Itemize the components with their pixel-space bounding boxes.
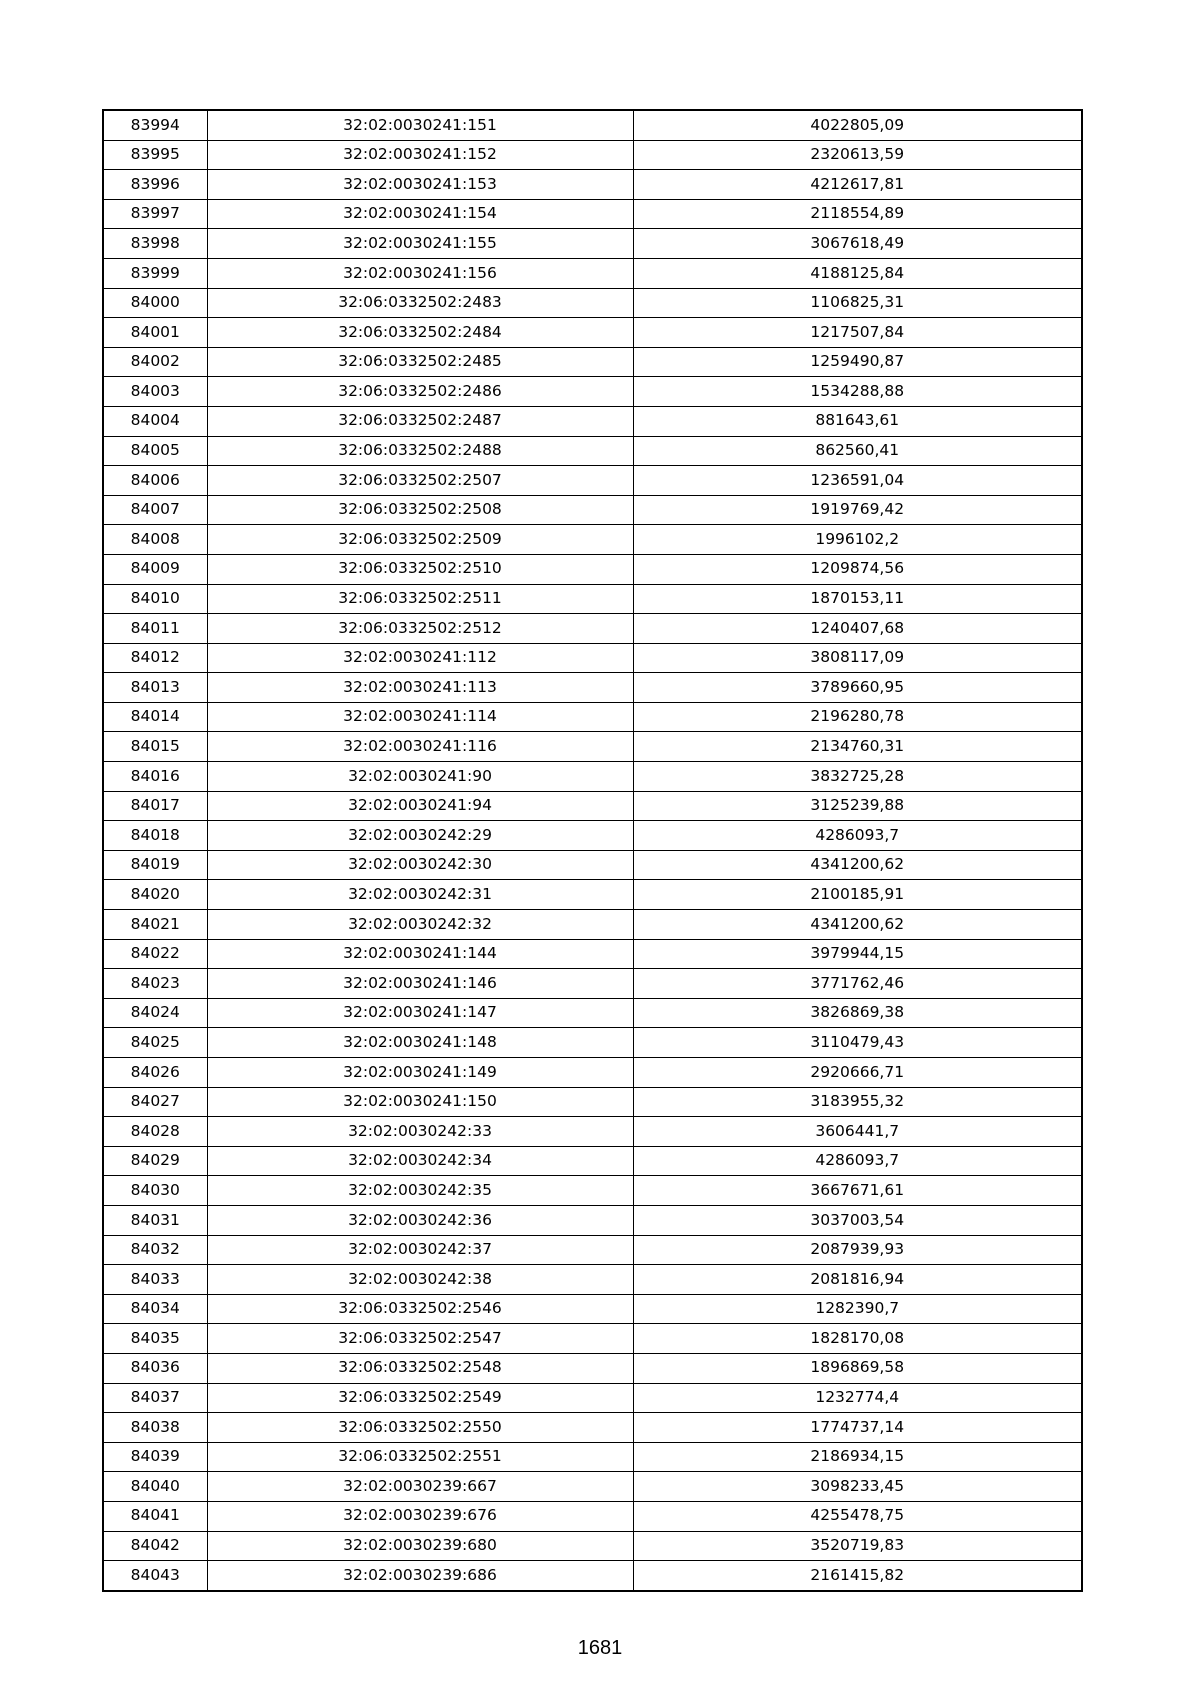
value-cell: 3098233,45 xyxy=(633,1472,1082,1502)
cadastral-number-cell: 32:02:0030241:147 xyxy=(207,998,633,1028)
row-number-cell: 84020 xyxy=(103,880,207,910)
row-number-cell: 83997 xyxy=(103,199,207,229)
cadastral-number-cell: 32:06:0332502:2511 xyxy=(207,584,633,614)
table-row xyxy=(103,1146,1082,1176)
row-number-cell: 84043 xyxy=(103,1561,207,1591)
table-row xyxy=(103,1176,1082,1206)
table-row xyxy=(103,229,1082,259)
row-number-cell: 83999 xyxy=(103,258,207,288)
value-cell: 4341200,62 xyxy=(633,850,1082,880)
cadastral-number-cell: 32:02:0030241:114 xyxy=(207,702,633,732)
table-row xyxy=(103,1205,1082,1235)
table-row xyxy=(103,850,1082,880)
table-row xyxy=(103,880,1082,910)
row-number-cell: 84035 xyxy=(103,1324,207,1354)
value-cell: 2161415,82 xyxy=(633,1561,1082,1591)
row-number-cell: 84005 xyxy=(103,436,207,466)
value-cell: 2920666,71 xyxy=(633,1058,1082,1088)
value-cell: 1259490,87 xyxy=(633,347,1082,377)
value-cell: 1919769,42 xyxy=(633,495,1082,525)
row-number-cell: 84031 xyxy=(103,1205,207,1235)
cadastral-number-cell: 32:02:0030239:686 xyxy=(207,1561,633,1591)
value-cell: 1106825,31 xyxy=(633,288,1082,318)
cadastral-number-cell: 32:06:0332502:2484 xyxy=(207,318,633,348)
cadastral-number-cell: 32:02:0030242:35 xyxy=(207,1176,633,1206)
cadastral-number-cell: 32:02:0030241:116 xyxy=(207,732,633,762)
value-cell: 1870153,11 xyxy=(633,584,1082,614)
value-cell: 3037003,54 xyxy=(633,1205,1082,1235)
table-row xyxy=(103,643,1082,673)
cadastral-number-cell: 32:02:0030242:30 xyxy=(207,850,633,880)
cadastral-number-cell: 32:06:0332502:2483 xyxy=(207,288,633,318)
cadastral-number-cell: 32:02:0030241:151 xyxy=(207,110,633,140)
cadastral-number-cell: 32:02:0030241:154 xyxy=(207,199,633,229)
value-cell: 3067618,49 xyxy=(633,229,1082,259)
cadastral-number-cell: 32:06:0332502:2512 xyxy=(207,614,633,644)
cadastral-number-cell: 32:06:0332502:2549 xyxy=(207,1383,633,1413)
table-row xyxy=(103,998,1082,1028)
value-cell: 1240407,68 xyxy=(633,614,1082,644)
table-row xyxy=(103,821,1082,851)
row-number-cell: 84021 xyxy=(103,910,207,940)
cadastral-number-cell: 32:02:0030242:38 xyxy=(207,1265,633,1295)
table-row xyxy=(103,258,1082,288)
row-number-cell: 84014 xyxy=(103,702,207,732)
row-number-cell: 84026 xyxy=(103,1058,207,1088)
value-cell: 3771762,46 xyxy=(633,969,1082,999)
table-row xyxy=(103,347,1082,377)
row-number-cell: 84003 xyxy=(103,377,207,407)
cadastral-number-cell: 32:02:0030242:34 xyxy=(207,1146,633,1176)
table-row xyxy=(103,673,1082,703)
table-row xyxy=(103,1117,1082,1147)
table-row xyxy=(103,110,1082,140)
registry-table-container xyxy=(102,109,1081,1592)
cadastral-number-cell: 32:06:0332502:2510 xyxy=(207,554,633,584)
cadastral-number-cell: 32:02:0030241:113 xyxy=(207,673,633,703)
value-cell: 3110479,43 xyxy=(633,1028,1082,1058)
value-cell: 2186934,15 xyxy=(633,1442,1082,1472)
row-number-cell: 84009 xyxy=(103,554,207,584)
table-row xyxy=(103,525,1082,555)
cadastral-number-cell: 32:02:0030241:94 xyxy=(207,791,633,821)
cadastral-number-cell: 32:02:0030242:37 xyxy=(207,1235,633,1265)
row-number-cell: 84036 xyxy=(103,1353,207,1383)
cadastral-number-cell: 32:06:0332502:2509 xyxy=(207,525,633,555)
table-row xyxy=(103,762,1082,792)
row-number-cell: 84032 xyxy=(103,1235,207,1265)
row-number-cell: 84013 xyxy=(103,673,207,703)
row-number-cell: 84024 xyxy=(103,998,207,1028)
registry-table xyxy=(102,109,1083,1592)
row-number-cell: 84027 xyxy=(103,1087,207,1117)
row-number-cell: 84012 xyxy=(103,643,207,673)
cadastral-number-cell: 32:02:0030241:149 xyxy=(207,1058,633,1088)
table-row xyxy=(103,1028,1082,1058)
row-number-cell: 84016 xyxy=(103,762,207,792)
table-row xyxy=(103,702,1082,732)
row-number-cell: 84040 xyxy=(103,1472,207,1502)
cadastral-number-cell: 32:02:0030241:112 xyxy=(207,643,633,673)
page-number: 1681 xyxy=(577,1637,623,1659)
table-row xyxy=(103,791,1082,821)
table-row xyxy=(103,466,1082,496)
cadastral-number-cell: 32:02:0030242:29 xyxy=(207,821,633,851)
row-number-cell: 84004 xyxy=(103,406,207,436)
cadastral-number-cell: 32:06:0332502:2547 xyxy=(207,1324,633,1354)
table-row xyxy=(103,1561,1082,1591)
row-number-cell: 84030 xyxy=(103,1176,207,1206)
row-number-cell: 84010 xyxy=(103,584,207,614)
cadastral-number-cell: 32:06:0332502:2486 xyxy=(207,377,633,407)
table-row xyxy=(103,318,1082,348)
cadastral-number-cell: 32:06:0332502:2551 xyxy=(207,1442,633,1472)
registry-table-body xyxy=(103,110,1082,1591)
value-cell: 3183955,32 xyxy=(633,1087,1082,1117)
cadastral-number-cell: 32:06:0332502:2487 xyxy=(207,406,633,436)
table-row xyxy=(103,199,1082,229)
row-number-cell: 84001 xyxy=(103,318,207,348)
cadastral-number-cell: 32:02:0030239:676 xyxy=(207,1501,633,1531)
cadastral-number-cell: 32:02:0030242:36 xyxy=(207,1205,633,1235)
cadastral-number-cell: 32:02:0030242:31 xyxy=(207,880,633,910)
value-cell: 2081816,94 xyxy=(633,1265,1082,1295)
value-cell: 1282390,7 xyxy=(633,1294,1082,1324)
value-cell: 1209874,56 xyxy=(633,554,1082,584)
cadastral-number-cell: 32:06:0332502:2507 xyxy=(207,466,633,496)
table-row xyxy=(103,1294,1082,1324)
row-number-cell: 84022 xyxy=(103,939,207,969)
table-row xyxy=(103,1235,1082,1265)
table-row xyxy=(103,377,1082,407)
value-cell: 4286093,7 xyxy=(633,821,1082,851)
value-cell: 3979944,15 xyxy=(633,939,1082,969)
table-row xyxy=(103,1531,1082,1561)
value-cell: 2118554,89 xyxy=(633,199,1082,229)
cadastral-number-cell: 32:06:0332502:2550 xyxy=(207,1413,633,1443)
cadastral-number-cell: 32:02:0030241:156 xyxy=(207,258,633,288)
value-cell: 1232774,4 xyxy=(633,1383,1082,1413)
row-number-cell: 83994 xyxy=(103,110,207,140)
table-row xyxy=(103,1472,1082,1502)
value-cell: 4255478,75 xyxy=(633,1501,1082,1531)
row-number-cell: 84037 xyxy=(103,1383,207,1413)
row-number-cell: 84007 xyxy=(103,495,207,525)
table-row xyxy=(103,436,1082,466)
value-cell: 1896869,58 xyxy=(633,1353,1082,1383)
value-cell: 1236591,04 xyxy=(633,466,1082,496)
cadastral-number-cell: 32:06:0332502:2485 xyxy=(207,347,633,377)
cadastral-number-cell: 32:02:0030241:155 xyxy=(207,229,633,259)
row-number-cell: 84011 xyxy=(103,614,207,644)
table-row xyxy=(103,140,1082,170)
value-cell: 1774737,14 xyxy=(633,1413,1082,1443)
row-number-cell: 84017 xyxy=(103,791,207,821)
table-row xyxy=(103,1058,1082,1088)
value-cell: 3789660,95 xyxy=(633,673,1082,703)
table-row xyxy=(103,554,1082,584)
row-number-cell: 83995 xyxy=(103,140,207,170)
value-cell: 2320613,59 xyxy=(633,140,1082,170)
table-row xyxy=(103,288,1082,318)
table-row xyxy=(103,939,1082,969)
row-number-cell: 84029 xyxy=(103,1146,207,1176)
table-row xyxy=(103,1413,1082,1443)
row-number-cell: 84038 xyxy=(103,1413,207,1443)
value-cell: 4212617,81 xyxy=(633,170,1082,200)
row-number-cell: 84028 xyxy=(103,1117,207,1147)
table-row xyxy=(103,1501,1082,1531)
table-row xyxy=(103,1442,1082,1472)
row-number-cell: 84018 xyxy=(103,821,207,851)
table-row xyxy=(103,614,1082,644)
row-number-cell: 84006 xyxy=(103,466,207,496)
value-cell: 4188125,84 xyxy=(633,258,1082,288)
row-number-cell: 84041 xyxy=(103,1501,207,1531)
cadastral-number-cell: 32:06:0332502:2508 xyxy=(207,495,633,525)
value-cell: 4341200,62 xyxy=(633,910,1082,940)
cadastral-number-cell: 32:02:0030242:33 xyxy=(207,1117,633,1147)
cadastral-number-cell: 32:02:0030241:146 xyxy=(207,969,633,999)
cadastral-number-cell: 32:02:0030241:148 xyxy=(207,1028,633,1058)
row-number-cell: 84034 xyxy=(103,1294,207,1324)
table-row xyxy=(103,910,1082,940)
cadastral-number-cell: 32:02:0030241:153 xyxy=(207,170,633,200)
row-number-cell: 84039 xyxy=(103,1442,207,1472)
cadastral-number-cell: 32:02:0030239:667 xyxy=(207,1472,633,1502)
row-number-cell: 84025 xyxy=(103,1028,207,1058)
table-row xyxy=(103,406,1082,436)
cadastral-number-cell: 32:02:0030239:680 xyxy=(207,1531,633,1561)
cadastral-number-cell: 32:06:0332502:2488 xyxy=(207,436,633,466)
value-cell: 1996102,2 xyxy=(633,525,1082,555)
cadastral-number-cell: 32:02:0030241:144 xyxy=(207,939,633,969)
row-number-cell: 83996 xyxy=(103,170,207,200)
row-number-cell: 84023 xyxy=(103,969,207,999)
value-cell: 2100185,91 xyxy=(633,880,1082,910)
table-row xyxy=(103,1265,1082,1295)
value-cell: 4022805,09 xyxy=(633,110,1082,140)
row-number-cell: 84008 xyxy=(103,525,207,555)
table-row xyxy=(103,1087,1082,1117)
value-cell: 3832725,28 xyxy=(633,762,1082,792)
value-cell: 862560,41 xyxy=(633,436,1082,466)
cadastral-number-cell: 32:06:0332502:2546 xyxy=(207,1294,633,1324)
cadastral-number-cell: 32:06:0332502:2548 xyxy=(207,1353,633,1383)
row-number-cell: 84002 xyxy=(103,347,207,377)
value-cell: 1217507,84 xyxy=(633,318,1082,348)
table-row xyxy=(103,495,1082,525)
value-cell: 1534288,88 xyxy=(633,377,1082,407)
row-number-cell: 84033 xyxy=(103,1265,207,1295)
table-row xyxy=(103,1353,1082,1383)
value-cell: 2087939,93 xyxy=(633,1235,1082,1265)
value-cell: 2196280,78 xyxy=(633,702,1082,732)
value-cell: 3520719,83 xyxy=(633,1531,1082,1561)
value-cell: 4286093,7 xyxy=(633,1146,1082,1176)
row-number-cell: 84042 xyxy=(103,1531,207,1561)
table-row xyxy=(103,170,1082,200)
value-cell: 881643,61 xyxy=(633,406,1082,436)
value-cell: 3826869,38 xyxy=(633,998,1082,1028)
cadastral-number-cell: 32:02:0030242:32 xyxy=(207,910,633,940)
row-number-cell: 84019 xyxy=(103,850,207,880)
cadastral-number-cell: 32:02:0030241:152 xyxy=(207,140,633,170)
table-row xyxy=(103,969,1082,999)
table-row xyxy=(103,732,1082,762)
value-cell: 3667671,61 xyxy=(633,1176,1082,1206)
cadastral-number-cell: 32:02:0030241:150 xyxy=(207,1087,633,1117)
value-cell: 3125239,88 xyxy=(633,791,1082,821)
value-cell: 2134760,31 xyxy=(633,732,1082,762)
value-cell: 3808117,09 xyxy=(633,643,1082,673)
cadastral-number-cell: 32:02:0030241:90 xyxy=(207,762,633,792)
row-number-cell: 84015 xyxy=(103,732,207,762)
table-row xyxy=(103,584,1082,614)
row-number-cell: 84000 xyxy=(103,288,207,318)
value-cell: 3606441,7 xyxy=(633,1117,1082,1147)
row-number-cell: 83998 xyxy=(103,229,207,259)
table-row xyxy=(103,1383,1082,1413)
table-row xyxy=(103,1324,1082,1354)
value-cell: 1828170,08 xyxy=(633,1324,1082,1354)
